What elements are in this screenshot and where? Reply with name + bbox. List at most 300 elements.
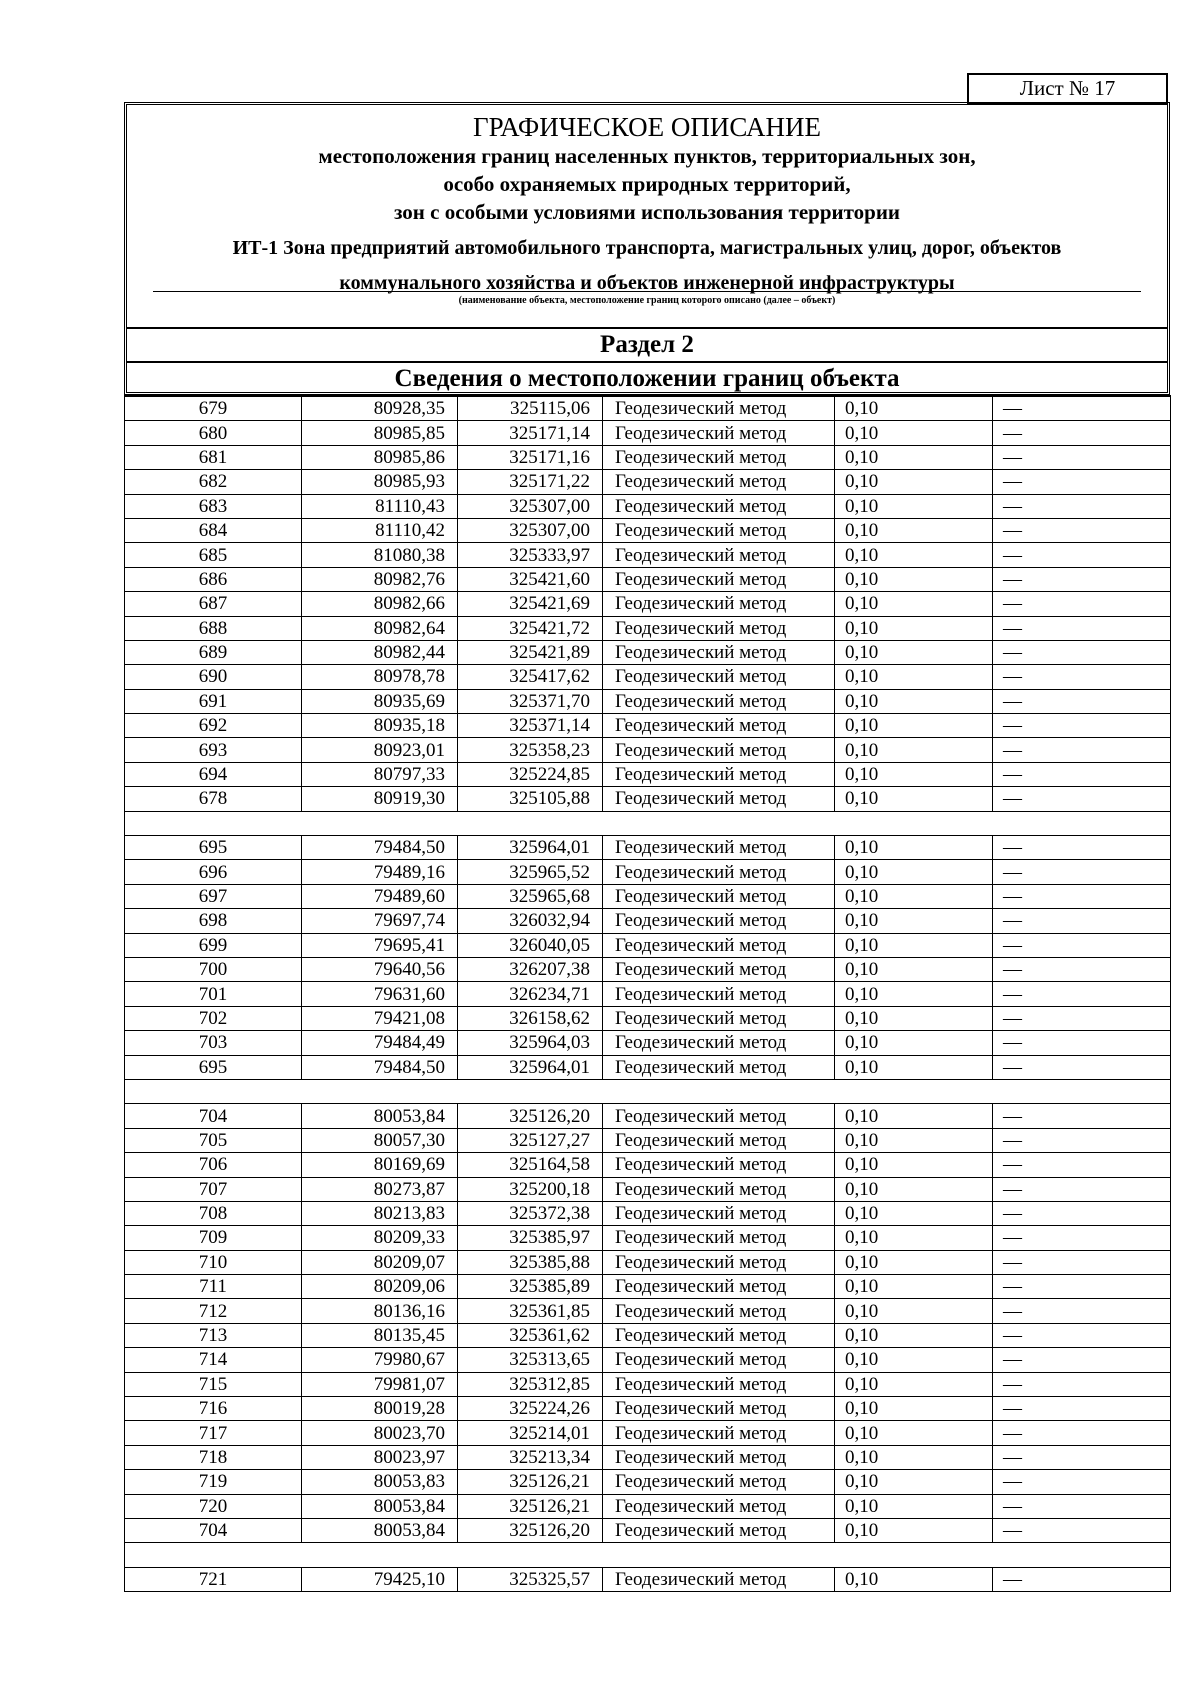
table-row [125,860,1171,884]
table-row [125,640,1171,664]
method-cell: Геодезический метод [603,1250,835,1274]
section-title: Сведения о местоположении границ объекта [394,365,900,392]
accuracy-cell: 0,10 [835,860,993,884]
x-coordinate-cell: 80136,16 [302,1299,458,1323]
coordinates-table [124,395,1171,1592]
table-row [125,1031,1171,1055]
point-number-cell: 697 [125,884,302,908]
empty-cell [603,1079,835,1103]
x-coordinate-cell: 80213,83 [302,1201,458,1225]
description-cell: — [993,1397,1171,1421]
y-coordinate-cell: 325371,14 [458,714,603,738]
x-coordinate-cell: 79484,50 [302,836,458,860]
accuracy-cell: 0,10 [835,1104,993,1128]
table-row [125,1153,1171,1177]
y-coordinate-cell: 325312,85 [458,1372,603,1396]
description-cell: — [993,1323,1171,1347]
description-cell: — [993,860,1171,884]
point-number-cell: 691 [125,689,302,713]
accuracy-cell: 0,10 [835,689,993,713]
method-cell: Геодезический метод [603,1275,835,1299]
table-row [125,836,1171,860]
point-number-cell: 712 [125,1299,302,1323]
table-row [125,762,1171,786]
object-note: (наименование объекта, местоположение границ которого описано (далее – объект) [458,295,836,306]
method-cell: Геодезический метод [603,616,835,640]
description-cell: — [993,1201,1171,1225]
accuracy-cell: 0,10 [835,787,993,811]
description-cell: — [993,1104,1171,1128]
empty-cell [835,1079,993,1103]
table-row [125,1397,1171,1421]
method-cell: Геодезический метод [603,543,835,567]
description-cell: — [993,1518,1171,1542]
empty-cell [125,1079,302,1103]
y-coordinate-cell: 325115,06 [458,396,603,421]
y-coordinate-cell: 325325,57 [458,1567,603,1591]
method-cell: Геодезический метод [603,1177,835,1201]
y-coordinate-cell: 325361,85 [458,1299,603,1323]
y-coordinate-cell: 325171,16 [458,445,603,469]
table-row [125,1518,1171,1542]
description-cell: — [993,909,1171,933]
x-coordinate-cell: 79484,50 [302,1055,458,1079]
accuracy-cell: 0,10 [835,616,993,640]
x-coordinate-cell: 80985,93 [302,470,458,494]
description-cell: — [993,1494,1171,1518]
point-number-cell: 720 [125,1494,302,1518]
description-cell: — [993,396,1171,421]
method-cell: Геодезический метод [603,1494,835,1518]
method-cell: Геодезический метод [603,396,835,421]
point-number-cell: 703 [125,1031,302,1055]
empty-cell [993,811,1171,835]
method-cell: Геодезический метод [603,1518,835,1542]
y-coordinate-cell: 325371,70 [458,689,603,713]
y-coordinate-cell: 325421,89 [458,640,603,664]
method-cell: Геодезический метод [603,494,835,518]
x-coordinate-cell: 80019,28 [302,1397,458,1421]
description-cell: — [993,787,1171,811]
x-coordinate-cell: 80797,33 [302,762,458,786]
method-cell: Геодезический метод [603,1128,835,1152]
accuracy-cell: 0,10 [835,518,993,542]
method-cell: Геодезический метод [603,738,835,762]
accuracy-cell: 0,10 [835,933,993,957]
table-row [125,1006,1171,1030]
x-coordinate-cell: 79697,74 [302,909,458,933]
accuracy-cell: 0,10 [835,1323,993,1347]
table-row [125,1128,1171,1152]
description-cell: — [993,640,1171,664]
method-cell: Геодезический метод [603,860,835,884]
y-coordinate-cell: 325105,88 [458,787,603,811]
table-row [125,738,1171,762]
y-coordinate-cell: 325214,01 [458,1421,603,1445]
accuracy-cell: 0,10 [835,1372,993,1396]
accuracy-cell: 0,10 [835,1177,993,1201]
description-cell: — [993,738,1171,762]
accuracy-cell: 0,10 [835,543,993,567]
method-cell: Геодезический метод [603,518,835,542]
method-cell: Геодезический метод [603,567,835,591]
method-cell: Геодезический метод [603,1031,835,1055]
method-cell: Геодезический метод [603,1299,835,1323]
y-coordinate-cell: 325385,89 [458,1275,603,1299]
description-cell: — [993,1275,1171,1299]
accuracy-cell: 0,10 [835,396,993,421]
x-coordinate-cell: 81110,42 [302,518,458,542]
x-coordinate-cell: 80023,97 [302,1445,458,1469]
description-cell: — [993,1153,1171,1177]
method-cell: Геодезический метод [603,1445,835,1469]
table-row [125,1421,1171,1445]
method-cell: Геодезический метод [603,1104,835,1128]
method-cell: Геодезический метод [603,1226,835,1250]
point-number-cell: 713 [125,1323,302,1347]
y-coordinate-cell: 325421,69 [458,592,603,616]
subtitle-line-3: зон с особыми условиями использования территории [393,200,901,224]
point-number-cell: 710 [125,1250,302,1274]
point-number-cell: 717 [125,1421,302,1445]
table-row [125,1177,1171,1201]
method-cell: Геодезический метод [603,1153,835,1177]
point-number-cell: 700 [125,957,302,981]
description-cell: — [993,1421,1171,1445]
accuracy-cell: 0,10 [835,421,993,445]
method-cell: Геодезический метод [603,445,835,469]
method-cell: Геодезический метод [603,714,835,738]
description-cell: — [993,1128,1171,1152]
empty-cell [302,1079,458,1103]
method-cell: Геодезический метод [603,787,835,811]
table-row [125,1323,1171,1347]
section-label: Раздел 2 [127,329,1167,363]
description-cell: — [993,494,1171,518]
y-coordinate-cell: 326207,38 [458,957,603,981]
empty-cell [125,1543,302,1567]
y-coordinate-cell: 325333,97 [458,543,603,567]
table-row [125,665,1171,689]
method-cell: Геодезический метод [603,1421,835,1445]
table-row [125,1445,1171,1469]
description-cell: — [993,884,1171,908]
accuracy-cell: 0,10 [835,1348,993,1372]
method-cell: Геодезический метод [603,1470,835,1494]
x-coordinate-cell: 80053,84 [302,1518,458,1542]
description-cell: — [993,665,1171,689]
empty-cell [993,1079,1171,1103]
table-row [125,787,1171,811]
point-number-cell: 686 [125,567,302,591]
accuracy-cell: 0,10 [835,738,993,762]
accuracy-cell: 0,10 [835,957,993,981]
table-row [125,1250,1171,1274]
accuracy-cell: 0,10 [835,592,993,616]
subtitle-line-1: местоположения границ населенных пунктов, территориальных зон, [318,144,976,168]
empty-cell [458,1543,603,1567]
point-number-cell: 714 [125,1348,302,1372]
x-coordinate-cell: 80169,69 [302,1153,458,1177]
object-name-line-2: коммунального хозяйства и объектов инженерной инфраструктуры [339,272,955,294]
point-number-cell: 681 [125,445,302,469]
empty-cell [993,1543,1171,1567]
point-number-cell: 679 [125,396,302,421]
empty-cell [603,811,835,835]
y-coordinate-cell: 325164,58 [458,1153,603,1177]
description-cell: — [993,567,1171,591]
y-coordinate-cell: 325964,03 [458,1031,603,1055]
point-number-cell: 690 [125,665,302,689]
point-number-cell: 685 [125,543,302,567]
table-row [125,543,1171,567]
object-underline [153,291,1141,292]
table-row [125,1494,1171,1518]
point-number-cell: 707 [125,1177,302,1201]
accuracy-cell: 0,10 [835,1494,993,1518]
empty-cell [125,811,302,835]
x-coordinate-cell: 80982,64 [302,616,458,640]
point-number-cell: 704 [125,1104,302,1128]
x-coordinate-cell: 80053,83 [302,1470,458,1494]
description-cell: — [993,689,1171,713]
coordinates-table-body [125,396,1171,1592]
accuracy-cell: 0,10 [835,1006,993,1030]
y-coordinate-cell: 325171,22 [458,470,603,494]
x-coordinate-cell: 79421,08 [302,1006,458,1030]
accuracy-cell: 0,10 [835,714,993,738]
y-coordinate-cell: 325372,38 [458,1201,603,1225]
table-row [125,616,1171,640]
description-cell: — [993,933,1171,957]
y-coordinate-cell: 325964,01 [458,1055,603,1079]
description-cell: — [993,836,1171,860]
y-coordinate-cell: 325361,62 [458,1323,603,1347]
x-coordinate-cell: 79980,67 [302,1348,458,1372]
accuracy-cell: 0,10 [835,567,993,591]
point-number-cell: 695 [125,836,302,860]
y-coordinate-cell: 325213,34 [458,1445,603,1469]
method-cell: Геодезический метод [603,1201,835,1225]
accuracy-cell: 0,10 [835,1055,993,1079]
description-cell: — [993,957,1171,981]
method-cell: Геодезический метод [603,909,835,933]
point-number-cell: 702 [125,1006,302,1030]
x-coordinate-cell: 80135,45 [302,1323,458,1347]
point-number-cell: 701 [125,982,302,1006]
empty-cell [603,1543,835,1567]
x-coordinate-cell: 79695,41 [302,933,458,957]
y-coordinate-cell: 325200,18 [458,1177,603,1201]
point-number-cell: 698 [125,909,302,933]
object-name-line-1: ИТ-1 Зона предприятий автомобильного транспорта, магистральных улиц, дорог, объектов [232,237,1062,259]
description-cell: — [993,1250,1171,1274]
accuracy-cell: 0,10 [835,836,993,860]
method-cell: Геодезический метод [603,933,835,957]
subtitle-line-2: особо охраняемых природных территорий, [443,172,851,196]
method-cell: Геодезический метод [603,957,835,981]
table-row [125,518,1171,542]
point-number-cell: 684 [125,518,302,542]
x-coordinate-cell: 80982,76 [302,567,458,591]
x-coordinate-cell: 79640,56 [302,957,458,981]
accuracy-cell: 0,10 [835,1250,993,1274]
table-row [125,884,1171,908]
method-cell: Геодезический метод [603,1055,835,1079]
point-number-cell: 678 [125,787,302,811]
x-coordinate-cell: 81110,43 [302,494,458,518]
description-cell: — [993,714,1171,738]
accuracy-cell: 0,10 [835,470,993,494]
method-cell: Геодезический метод [603,640,835,664]
table-row [125,445,1171,469]
x-coordinate-cell: 80923,01 [302,738,458,762]
x-coordinate-cell: 79489,16 [302,860,458,884]
method-cell: Геодезический метод [603,1348,835,1372]
table-row [125,1348,1171,1372]
method-cell: Геодезический метод [603,470,835,494]
table-row [125,1470,1171,1494]
point-number-cell: 696 [125,860,302,884]
method-cell: Геодезический метод [603,884,835,908]
y-coordinate-cell: 326032,94 [458,909,603,933]
description-cell: — [993,1177,1171,1201]
table-row [125,1372,1171,1396]
point-number-cell: 683 [125,494,302,518]
accuracy-cell: 0,10 [835,982,993,1006]
accuracy-cell: 0,10 [835,665,993,689]
accuracy-cell: 0,10 [835,1031,993,1055]
empty-cell [835,1543,993,1567]
accuracy-cell: 0,10 [835,1153,993,1177]
accuracy-cell: 0,10 [835,1275,993,1299]
point-number-cell: 680 [125,421,302,445]
empty-cell [835,811,993,835]
accuracy-cell: 0,10 [835,1201,993,1225]
x-coordinate-cell: 81080,38 [302,543,458,567]
point-number-cell: 709 [125,1226,302,1250]
accuracy-cell: 0,10 [835,1226,993,1250]
description-cell: — [993,762,1171,786]
description-cell: — [993,592,1171,616]
method-cell: Геодезический метод [603,1567,835,1591]
empty-cell [302,811,458,835]
y-coordinate-cell: 325224,26 [458,1397,603,1421]
description-cell: — [993,1299,1171,1323]
accuracy-cell: 0,10 [835,884,993,908]
description-cell: — [993,1470,1171,1494]
x-coordinate-cell: 80023,70 [302,1421,458,1445]
y-coordinate-cell: 325126,20 [458,1104,603,1128]
method-cell: Геодезический метод [603,592,835,616]
table-row [125,909,1171,933]
table-row [125,1567,1171,1591]
point-number-cell: 699 [125,933,302,957]
x-coordinate-cell: 80919,30 [302,787,458,811]
point-number-cell: 694 [125,762,302,786]
accuracy-cell: 0,10 [835,1470,993,1494]
y-coordinate-cell: 325965,52 [458,860,603,884]
point-number-cell: 708 [125,1201,302,1225]
table-row [125,494,1171,518]
accuracy-cell: 0,10 [835,1567,993,1591]
separator-row [125,1543,1171,1567]
method-cell: Геодезический метод [603,762,835,786]
y-coordinate-cell: 326158,62 [458,1006,603,1030]
accuracy-cell: 0,10 [835,762,993,786]
method-cell: Геодезический метод [603,1006,835,1030]
point-number-cell: 715 [125,1372,302,1396]
x-coordinate-cell: 80982,66 [302,592,458,616]
y-coordinate-cell: 325126,21 [458,1470,603,1494]
separator-row [125,1079,1171,1103]
point-number-cell: 688 [125,616,302,640]
y-coordinate-cell: 325385,88 [458,1250,603,1274]
header-title-block [127,105,1167,329]
method-cell: Геодезический метод [603,421,835,445]
empty-cell [458,1079,603,1103]
description-cell: — [993,470,1171,494]
table-row [125,1201,1171,1225]
y-coordinate-cell: 325307,00 [458,518,603,542]
description-cell: — [993,518,1171,542]
x-coordinate-cell: 80935,69 [302,689,458,713]
x-coordinate-cell: 79425,10 [302,1567,458,1591]
y-coordinate-cell: 325964,01 [458,836,603,860]
x-coordinate-cell: 80209,07 [302,1250,458,1274]
point-number-cell: 692 [125,714,302,738]
y-coordinate-cell: 325313,65 [458,1348,603,1372]
y-coordinate-cell: 325307,00 [458,494,603,518]
y-coordinate-cell: 325126,21 [458,1494,603,1518]
y-coordinate-cell: 325965,68 [458,884,603,908]
table-row [125,933,1171,957]
table-row [125,592,1171,616]
description-cell: — [993,616,1171,640]
accuracy-cell: 0,10 [835,1397,993,1421]
accuracy-cell: 0,10 [835,1445,993,1469]
table-row [125,1275,1171,1299]
y-coordinate-cell: 325421,72 [458,616,603,640]
point-number-cell: 693 [125,738,302,762]
table-row [125,470,1171,494]
description-cell: — [993,1226,1171,1250]
empty-cell [302,1543,458,1567]
table-row [125,1226,1171,1250]
method-cell: Геодезический метод [603,1372,835,1396]
x-coordinate-cell: 80053,84 [302,1494,458,1518]
accuracy-cell: 0,10 [835,909,993,933]
accuracy-cell: 0,10 [835,1518,993,1542]
y-coordinate-cell: 325126,20 [458,1518,603,1542]
description-cell: — [993,543,1171,567]
description-cell: — [993,1031,1171,1055]
table-row [125,1104,1171,1128]
y-coordinate-cell: 325385,97 [458,1226,603,1250]
point-number-cell: 705 [125,1128,302,1152]
description-cell: — [993,1055,1171,1079]
description-cell: — [993,982,1171,1006]
method-cell: Геодезический метод [603,689,835,713]
x-coordinate-cell: 80935,18 [302,714,458,738]
accuracy-cell: 0,10 [835,494,993,518]
point-number-cell: 687 [125,592,302,616]
accuracy-cell: 0,10 [835,1299,993,1323]
y-coordinate-cell: 325417,62 [458,665,603,689]
x-coordinate-cell: 79631,60 [302,982,458,1006]
point-number-cell: 682 [125,470,302,494]
table-row [125,421,1171,445]
